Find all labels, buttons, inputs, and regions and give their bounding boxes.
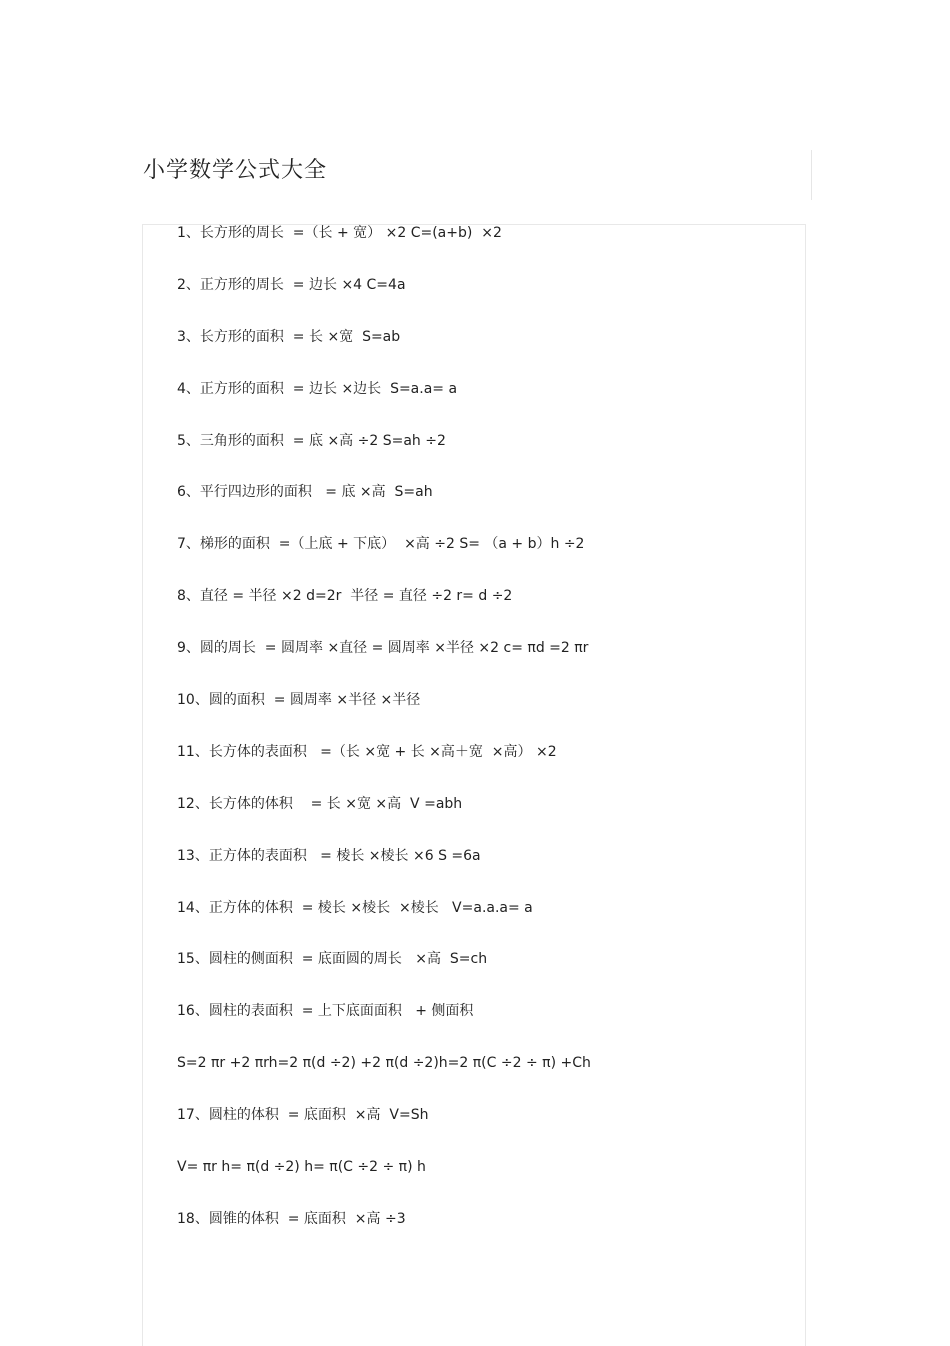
formula-line-5: 5、三角形的面积 = 底 ×高 ÷2 S=ah ÷2 [177,432,446,449]
title-divider [811,150,812,200]
formula-line-1: 1、长方形的周长 =（长 + 宽） ×2 C=(a+b) ×2 [177,225,502,241]
formula-line-8: 8、直径 = 半径 ×2 d=2r 半径 = 直径 ÷2 r= d ÷2 [177,588,513,605]
formula-line-18: 18、圆锥的体积 = 底面积 ×高 ÷3 [177,1210,406,1227]
formula-list [177,222,787,1260]
formula-line-12: 12、长方体的体积 = 长 ×宽 ×高 V =abh [177,795,463,812]
formula-line-7: 7、梯形的面积 =（上底 + 下底） ×高 ÷2 S= （a + b）h ÷2 [177,536,585,553]
formula-line-11: 11、长方体的表面积 =（长 ×宽 + 长 ×高＋宽 ×高） ×2 [177,743,557,760]
formula-line-13: 13、正方体的表面积 = 棱长 ×棱长 ×6 S =6a [177,847,481,864]
page-title: 小学数学公式大全 [143,158,328,183]
formula-line-4: 4、正方形的面积 = 边长 ×边长 S=a.a= a [177,380,458,397]
formula-line-16: 16、圆柱的表面积 = 上下底面面积 + 侧面积 [177,1003,474,1020]
formula-line-2: 2、正方形的周长 = 边长 ×4 C=4a [177,276,406,293]
formula-line-14: 14、正方体的体积 = 棱长 ×棱长 ×棱长 V=a.a.a= a [177,899,533,916]
formula-line-6: 6、平行四边形的面积 = 底 ×高 S=ah [177,484,433,501]
formula-line-17: 17、圆柱的体积 = 底面积 ×高 V=Sh [177,1107,429,1124]
formula-line-17-continued: V= πr h= π(d ÷2) h= π(C ÷2 ÷ π) h [177,1159,426,1176]
formula-line-3: 3、长方形的面积 = 长 ×宽 S=ab [177,328,401,345]
formula-line-15: 15、圆柱的侧面积 = 底面圆的周长 ×高 S=ch [177,951,488,968]
formula-line-10: 10、圆的面积 = 圆周率 ×半径 ×半径 [177,692,421,709]
formula-line-16-continued: S=2 πr +2 πrh=2 π(d ÷2) +2 π(d ÷2)h=2 π(C ÷2 ÷ π) +Ch [177,1055,591,1072]
formula-line-9: 9、圆的周长 = 圆周率 ×直径 = 圆周率 ×半径 ×2 c= πd =2 πr [177,640,589,657]
